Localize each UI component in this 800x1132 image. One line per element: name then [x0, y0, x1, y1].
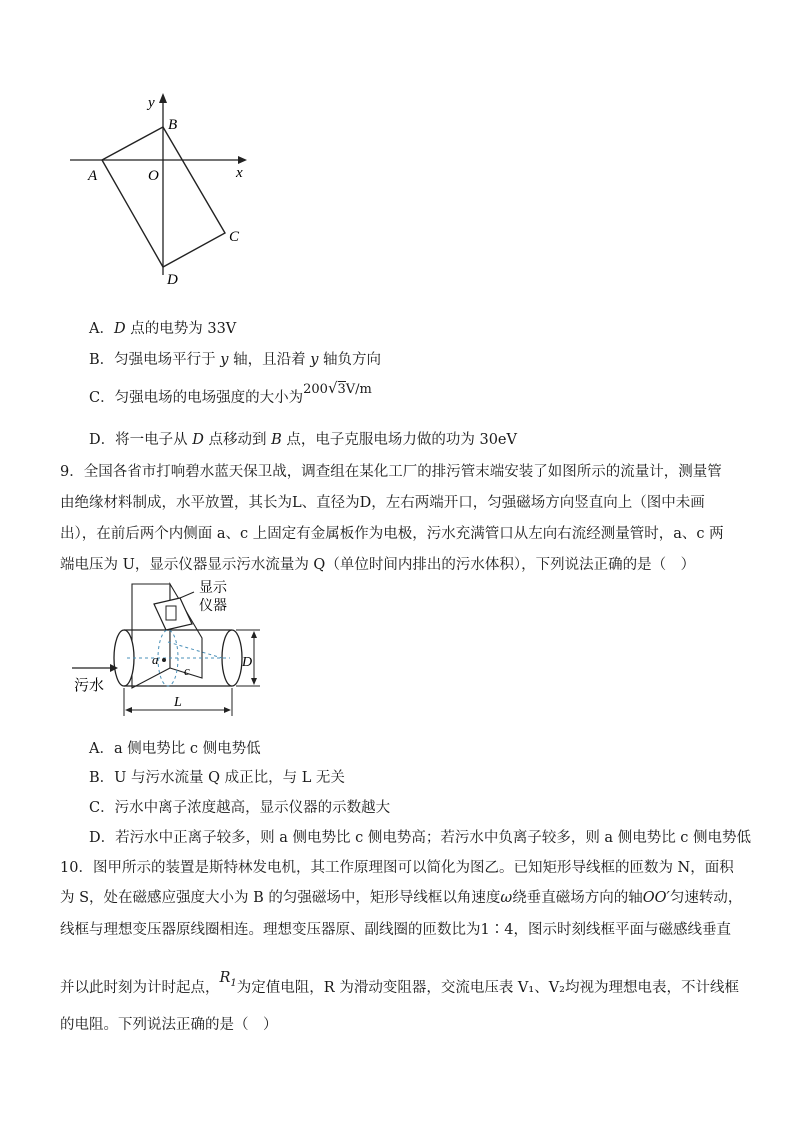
y-axis-label: y [148, 95, 155, 111]
label-a: a [152, 652, 159, 667]
pipe-left-end [114, 630, 134, 686]
electrode-a [162, 658, 166, 662]
point-a-label: A [88, 168, 98, 184]
flowmeter-figure [72, 578, 272, 728]
display-leader [180, 592, 194, 598]
label-l: L [174, 695, 182, 710]
point-d-label: D [167, 272, 178, 288]
q8-option-a: A．D 点的电势为 33V [89, 321, 237, 337]
q9-option-b: B．U 与污水流量 Q 成正比，与 L 无关 [89, 770, 345, 786]
q9-option-d: D．若污水中正离子较多，则 a 侧电势比 c 侧电势高；若污水中负离子较多，则 a 侧电势比 c 侧电势低 [89, 830, 752, 846]
q9-stem-line1: 9．全国各省市打响碧水蓝天保卫战，调查组在某化工厂的排污管末端安装了如图所示的流量计，测量管 [60, 464, 722, 480]
q10-stem-line3: 线框与理想变压器原线圈相连。理想变压器原、副线圈的匝数比为1∶4，图示时刻线框平面与磁感线垂直 [60, 922, 731, 938]
electrode-plate [132, 584, 170, 688]
q9-option-a: A．a 侧电势比 c 侧电势低 [89, 741, 261, 757]
q10-stem-line1: 10．图甲所示的装置是斯特林发电机，其工作原理图可以简化为图乙。已知矩形导线框的匝数为 N，面积 [60, 860, 734, 876]
label-d: D [242, 655, 253, 670]
display-screen [166, 606, 176, 620]
point-c-label: C [229, 229, 240, 245]
q8-option-d: D．将一电子从 D 点移动到 B 点，电子克服电场力做的功为 30eV [89, 432, 517, 448]
l-arrow-left [125, 707, 132, 713]
q9-stem-line2: 由绝缘材料制成，水平放置，其长为L、直径为D，左右两端开口，匀强磁场方向竖直向上（图中未画 [60, 495, 705, 511]
x-axis-arrow [238, 156, 247, 164]
d-arrow-down [251, 678, 257, 685]
q9-stem-line4: 端电压为 U，显示仪器显示污水流量为 Q（单位时间内排出的污水体积），下列说法正确的是（ ） [60, 557, 696, 573]
sewage-label: 污水 [74, 678, 105, 694]
q10-stem-line2: 为 S，处在磁感应强度大小为 B 的匀强磁场中，矩形导线框以角速度ω绕垂直磁场方向的轴OO′匀速转动， [60, 890, 743, 906]
y-axis-arrow [159, 93, 167, 103]
q10-stem-line5: 的电阻。下列说法正确的是（ ） [60, 1017, 278, 1033]
q8-option-c: C．匀强电场的电场强度的大小为200√3V/m [89, 379, 372, 406]
coordinate-figure [60, 85, 270, 295]
q9-stem-line3: 出），在前后两个内侧面 a、c 上固定有金属板作为电极，污水充满管口从左向右流经测量管时，a、c 两 [60, 526, 724, 542]
q9-option-c: C．污水中离子浓度越高，显示仪器的示数越大 [89, 800, 391, 816]
label-c: c [184, 663, 190, 678]
d-arrow-up [251, 631, 257, 638]
display-label-line1: 显示 [199, 581, 227, 596]
q8-option-b: B．匀强电场平行于 y 轴，且沿着 y 轴负方向 [89, 352, 381, 368]
x-axis-label: x [236, 165, 243, 181]
l-arrow-right [224, 707, 231, 713]
point-b-label: B [168, 117, 178, 133]
display-label-line2: 仪器 [199, 599, 227, 614]
q10-stem-line4: 并以此时刻为计时起点，$R_1$为定值电阻，R 为滑动变阻器，交流电压表 V₁、V₂均视为理想电表，不计线框 [60, 970, 739, 996]
origin-o-label: O [148, 168, 159, 184]
